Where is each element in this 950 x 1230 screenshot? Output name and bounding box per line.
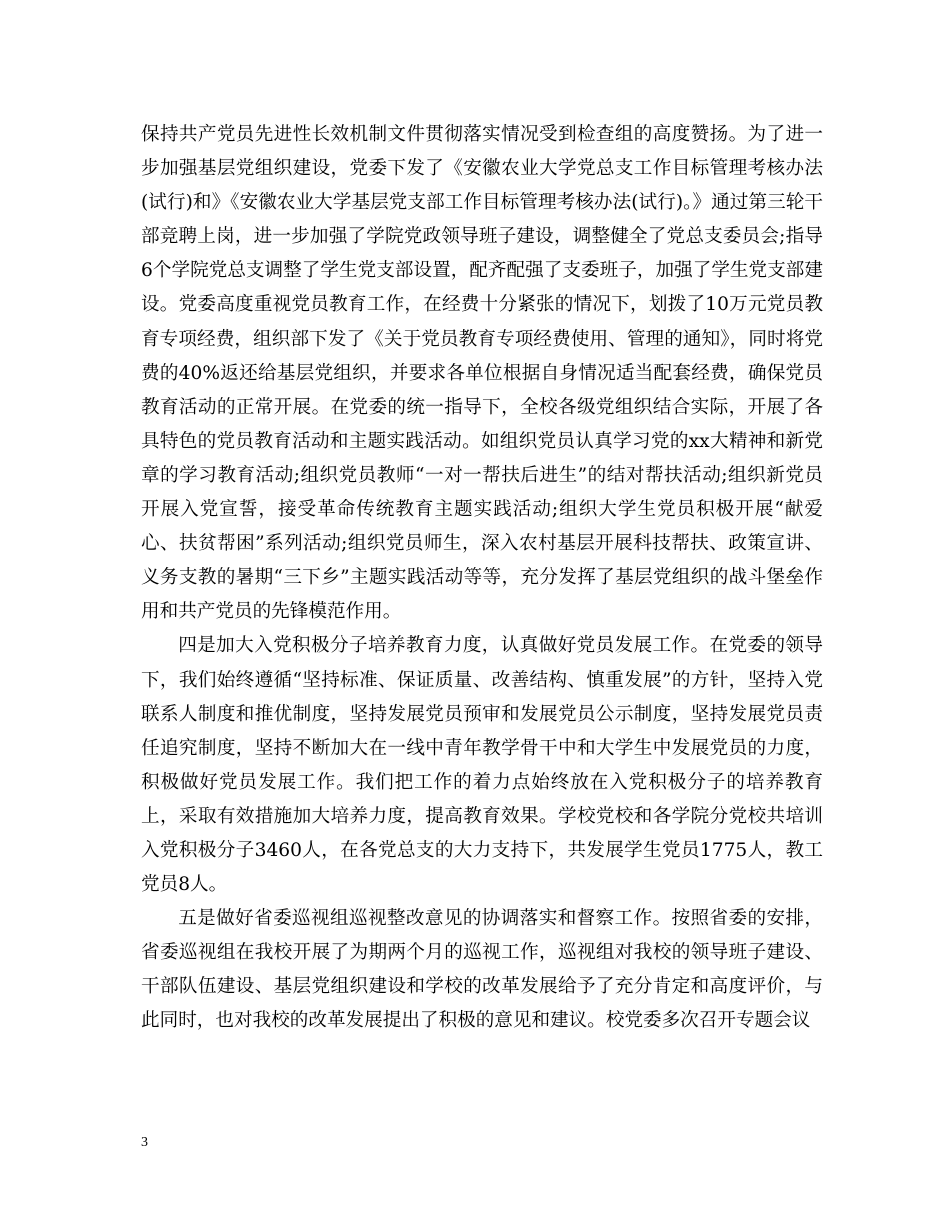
document-body (141, 118, 823, 1039)
paragraph-item-five: 五是做好省委巡视组巡视整改意见的协调落实和督察工作。按照省委的安排，省委巡视组在我校开展了为期两个月的巡视工作，巡视组对我校的领导班子建设、干部队伍建设、基层党组织建设和学校的改革发展给予了充分肯定和高度评价，与此同时，也对我校的改革发展提出了积极的意见和建议。校党委多次召开专题会议 (141, 908, 823, 1032)
paragraph-continuation: 保持共产党员先进性长效机制文件贯彻落实情况受到检查组的高度赞扬。为了进一步加强基层党组织建设，党委下发了《安徽农业大学党总支工作目标管理考核办法(试行)和》《安徽农业大学基层党支部工作目标管理考核办法(试行)。》通过第三轮干部竞聘上岗，进一步加强了学院党政领导班子建设，调整健全了党总支委员会;指导6个学院党总支调整了学生党支部设置，配齐配强了支委班子，加强了学生党支部建设。党委高度重视党员教育工作，在经费十分紧张的情况下，划拨了10万元党员教育专项经费，组织部下发了《关于党员教育专项经费使用、管理的通知》，同时将党费的40%返还给基层党组织，并要求各单位根据自身情况适当配套经费，确保党员教育活动的正常开展。在党委的统一指导下，全校各级党组织结合实际，开展了各具特色的党员教育活动和主题实践活动。如组织党员认真学习党的xx大精神和新党章的学习教育活动;组织党员教师“一对一帮扶后进生”的结对帮扶活动;组织新党员开展入党宣誓，接受革命传统教育主题实践活动;组织大学生党员积极开展“献爱心、扶贫帮困”系列活动;组织党员师生，深入农村基层开展科技帮扶、政策宣讲、义务支教的暑期“三下乡”主题实践活动等等，充分发挥了基层党组织的战斗堡垒作用和共产党员的先锋模范作用。 (141, 124, 823, 623)
paragraph-item-four: 四是加大入党积极分子培养教育力度，认真做好党员发展工作。在党委的领导下，我们始终遵循“坚持标准、保证质量、改善结构、慎重发展”的方针，坚持入党联系人制度和推优制度，坚持发展党员预审和发展党员公示制度，坚持发展党员责任追究制度，坚持不断加大在一线中青年教学骨干中和大学生中发展党员的力度，积极做好党员发展工作。我们把工作的着力点始终放在入党积极分子的培养教育上，采取有效措施加大培养力度，提高教育效果。学校党校和各学院分党校共培训入党积极分子3460人，在各党总支的大力支持下，共发展学生党员1775人，教工党员8人。 (141, 635, 823, 896)
page-number: 3 (141, 1135, 148, 1150)
